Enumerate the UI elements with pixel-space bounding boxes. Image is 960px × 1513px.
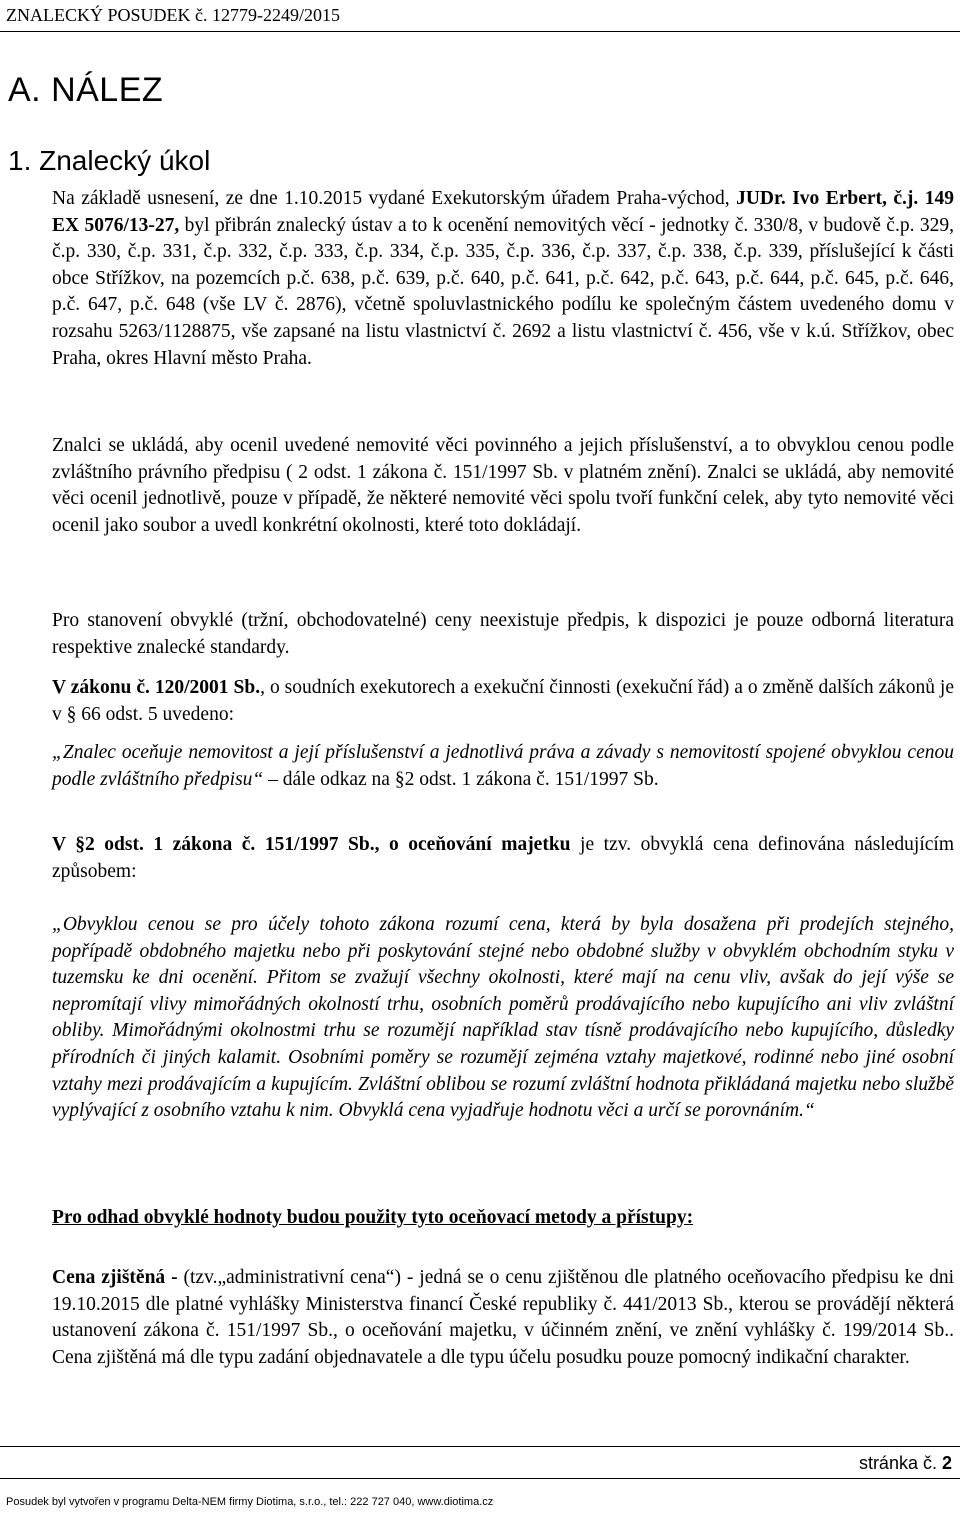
quote-66-italic: „Znalec oceňuje nemovitost a její příslušenství a jednotlivá práva a závady s nemovitostí spojené obvyklou cenou podle zvláštního předpisu“ — [52, 742, 954, 790]
para2-text: Znalci se ukládá, aby ocenil uvedené nemovité věci povinného a jejich příslušenství, a to obvyklou cenou podle zvláštního právního předpisu ( 2 odst. 1 zákona č. 151/1997 Sb. v platném znění). Znalci se ukládá, aby nemovité věci ocenil jednotlivě, pouze v případě, že některé nemovité věci spolu tvoří funkční celek, aby tyto nemovité věci ocenil jako soubor a uvedl konkrétní okolnosti, které toto dokládají. — [52, 435, 954, 536]
law-151-text: je tzv. obvyklá cena definována následujícím způsobem: — [52, 834, 955, 882]
header-rule — [0, 31, 960, 32]
subsection-heading: 1. Znalecký úkol — [8, 145, 211, 176]
page-number-value: 2 — [941, 1453, 952, 1473]
law-120-title: V zákonu č. 120/2001 Sb. — [52, 677, 261, 698]
page-number — [859, 1452, 952, 1474]
section-heading: A. NÁLEZ — [8, 71, 164, 109]
footer-credit: Posudek byl vytvořen v programu Delta-NEM firmy Diotima, s.r.o., tel.: 222 727 040, www.diotima.cz — [6, 1496, 494, 1508]
quote-66 — [52, 740, 954, 793]
quote-definition-text: „Obvyklou cenou se pro účely tohoto zákona rozumí cena, která by byla dosažena při prodejích stejného, popřípadě obdobného majetku nebo při poskytování stejné nebo obdobné služby v obvyklém obchodním styku v tuzemsku ke dni ocenění. Přitom se zvažují všechny okolnosti, které mají na cenu vliv, avšak do její výše se nepromítají vlivy mimořádných okolností trhu, osobních poměrů prodávajícího nebo kupujícího ani vliv zvláštní obliby. Mimořádnými okolnostmi trhu se rozumějí například stav tísně prodávajícího nebo kupujícího, důsledky přírodních či jiných kalamit. Osobními poměry se rozumějí zejména vztahy majetkové, rodinné nebo jiné osobní vztahy mezi prodávajícím a kupujícím. Zvláštní oblibou se rozumí zvláštní hodnota přikládaná majetku nebo službě vyplývající z osobního vztahu k nim. Obvyklá cena vyjadřuje hodnotu věci a určí se porovnáním.“ — [52, 914, 954, 1122]
quote-66-text: – dále odkaz na §2 odst. 1 zákona č. 151/1997 Sb. — [263, 768, 659, 790]
law-151-title: V §2 odst. 1 zákona č. 151/1997 Sb., o oceňování majetku — [52, 834, 571, 855]
law-151-paragraph — [52, 832, 954, 885]
assignment-paragraph — [52, 186, 954, 372]
cena-zjistena-label: Cena zjištěná - — [52, 1267, 178, 1288]
para1-text-b: byl přibrán znalecký ústav a to k ocenění nemovitých věcí - jednotky č. 330/8, v budově č.p. 329, č.p. 330, č.p. 331, č.p. 332, č.p. 333, č.p. 334, č.p. 335, č.p. 336, č.p. 337, č.p. 338, č.p. 339, příslušející k části obce Střížkov, na pozemcích p.č. 638, p.č. 639, p.č. 640, p.č. 641, p.č. 642, p.č. 643, p.č. 644, p.č. 645, p.č. 646, p.č. 647, p.č. 648 (vše LV č. 2876), včetně spoluvlastnického podílu ke společným částem uvedeného domu v rozsahu 5263/1128875, vše zapsané na listu vlastnictví č. 2692 a listu vlastnictví č. 456, vše v k.ú. Střížkov, obec Praha, okres Hlavní město Praha. — [52, 214, 954, 369]
task-paragraph — [52, 433, 954, 539]
law-120-text: , o soudních exekutorech a exekuční činnosti (exekuční řád) a o změně dalších zákonů je v § 66 odst. 5 uvedeno: — [52, 677, 955, 725]
cena-zjistena-paragraph — [52, 1265, 954, 1371]
standards-paragraph — [52, 608, 954, 661]
para1-text-a: Na základě usnesení, ze dne 1.10.2015 vydané Exekutorským úřadem Praha-východ, — [52, 188, 737, 209]
cena-zjistena-text: (tzv.„administrativní cena“) - jedná se o cenu zjištěnou dle platného oceňovacího předpisu ke dni 19.10.2015 dle platné vyhlášky Ministerstva financí České republiky č. 441/2013 Sb., kterou se provádějí některá ustanovení zákona č. 151/1997 Sb., o oceňování majetku, v účinném znění, ve znění vyhlášky č. 199/2014 Sb.. Cena zjištěná má dle typu zadání objednavatele a dle typu účelu posudku pouze pomocný indikační charakter. — [52, 1267, 955, 1368]
quote-definition — [52, 912, 954, 1125]
law-120-paragraph — [52, 675, 954, 728]
page-label: stránka č. — [858, 1453, 937, 1473]
footer-rule-2 — [0, 1478, 960, 1479]
para1-court-ref: JUDr. Ivo Erbert, č.j. 149 EX 5076/13-27, — [52, 188, 954, 236]
footer-rule — [0, 1446, 960, 1447]
document-header: ZNALECKÝ POSUDEK č. 12779-2249/2015 — [6, 5, 340, 25]
methods-heading: Pro odhad obvyklé hodnoty budou použity tyto oceňovací metody a přístupy: — [52, 1207, 694, 1228]
para3-text: Pro stanovení obvyklé (tržní, obchodovatelné) ceny neexistuje předpis, k dispozici je pouze odborná literatura respektive znalecké standardy. — [52, 610, 954, 658]
